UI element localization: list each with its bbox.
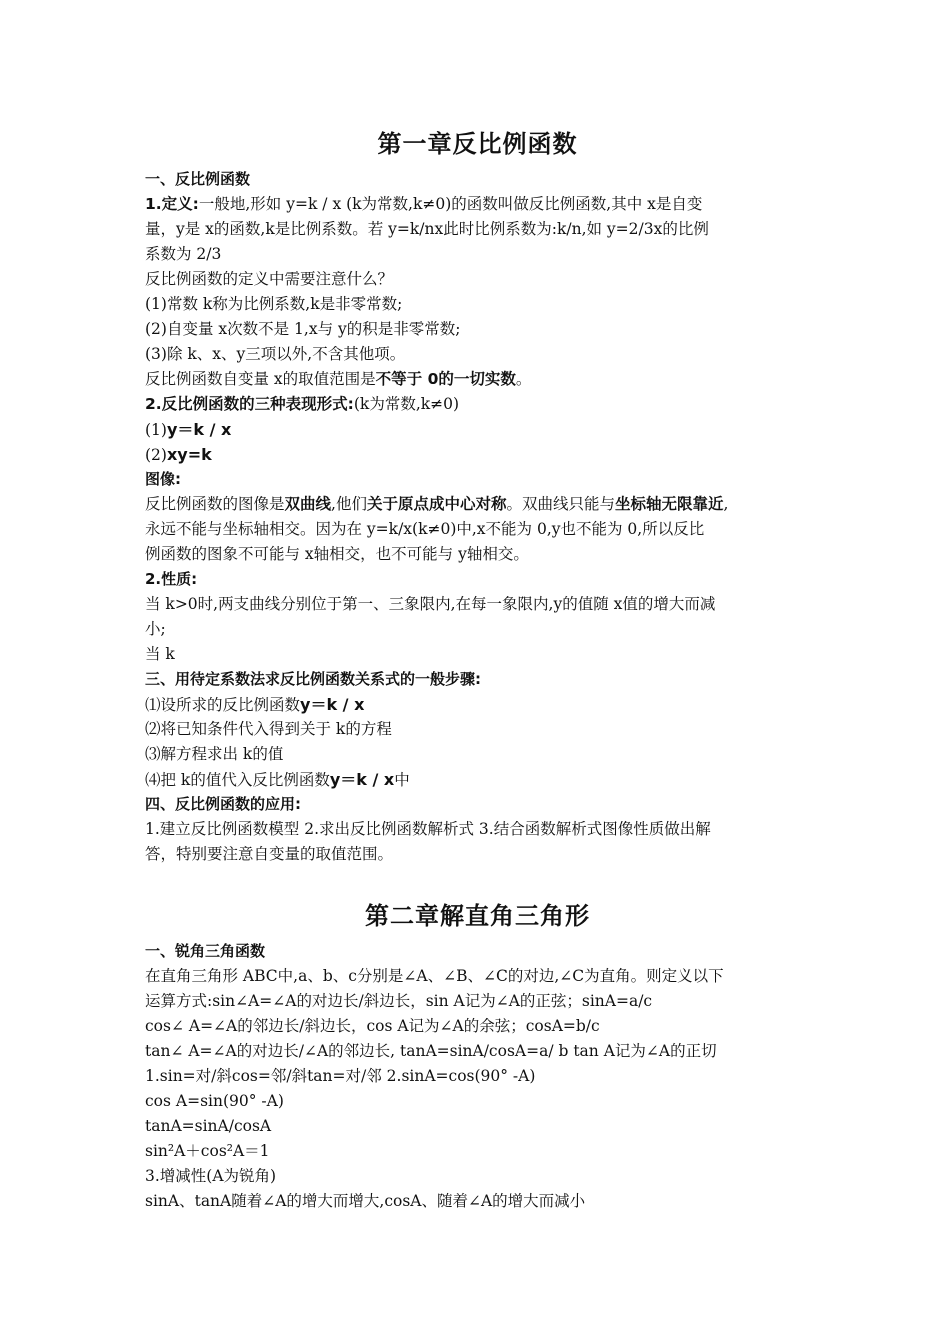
applications-line-2: 答，特别要注意自变量的取值范围。	[145, 845, 394, 863]
trig-line-2: 运算方式:sin∠A=∠A的对边长/斜边长，sin A记为∠A的正弦；sinA=a/c	[145, 992, 653, 1010]
graph-text-a: 反比例函数的图像是	[145, 495, 285, 513]
graph-line-3: 例函数的图象不可能与 x轴相交，也不可能与 y轴相交。	[145, 545, 529, 563]
trig-line-7: tanA=sinA/cosA	[145, 1117, 272, 1135]
step-4-suffix: 中	[394, 771, 410, 789]
graph-label: 图像:	[145, 470, 181, 488]
domain-bold: 不等于 0的一切实数	[375, 370, 516, 388]
definition-label: 1.定义:	[145, 195, 199, 213]
form-1-formula: y＝k / x	[166, 420, 232, 439]
form-2-number: (2)	[145, 446, 167, 464]
step-2: ⑵将已知条件代入得到关于 k的方程	[145, 720, 392, 738]
forms-note: (k为常数,k≠0)	[353, 395, 460, 413]
step-4-formula: y＝k / x	[329, 770, 395, 789]
properties-line-3: 当 k	[145, 645, 175, 663]
chapter2-title: 第二章解直角三角形	[365, 902, 590, 930]
trig-line-1: 在直角三角形 ABC中,a、b、c分别是∠A、∠B、∠C的对边,∠C为直角。则定义以下	[145, 967, 724, 985]
graph-text-c: ,他们	[331, 495, 367, 513]
domain-line	[145, 367, 810, 392]
form-2	[145, 442, 810, 468]
graph-bold-symmetry: 关于原点成中心对称	[366, 495, 507, 513]
trig-line-6: cos A=sin(90° -A)	[145, 1092, 284, 1110]
section-heading-inverse-function: 一、反比例函数	[145, 170, 251, 188]
note-item-1: (1)常数 k称为比例系数,k是非零常数;	[145, 295, 403, 313]
section-heading-trig-functions: 一、锐角三角函数	[145, 942, 266, 960]
trig-line-9: 3.增减性(A为锐角)	[145, 1167, 277, 1185]
section-heading-applications: 四、反比例函数的应用:	[145, 795, 301, 813]
graph-line-1	[145, 492, 810, 517]
definition-line-3: 系数为 2/3	[145, 245, 222, 263]
trig-line-5: 1.sin=对/斜cos=邻/斜tan=对/邻 2.sinA=cos(90° -A)	[145, 1067, 536, 1085]
graph-text-e: 。双曲线只能与	[506, 495, 615, 513]
step-4	[145, 767, 810, 793]
definition-line-2: 量，y是 x的函数,k是比例系数。若 y=k/nx此时比例系数为:k/n,如 y=2/3x的比例	[145, 220, 709, 238]
domain-pre: 反比例函数自变量 x的取值范围是	[145, 370, 376, 388]
properties-line-1: 当 k>0时,两支曲线分别位于第一、三象限内,在每一象限内,y的值随 x值的增大而减	[145, 595, 716, 613]
note-item-2: (2)自变量 x次数不是 1,x与 y的积是非零常数;	[145, 320, 461, 338]
properties-label: 2.性质:	[145, 570, 198, 588]
section-heading-undetermined-coefficients: 三、用待定系数法求反比例函数关系式的一般步骤:	[145, 670, 482, 688]
graph-bold-asymptote: 坐标轴无限靠近	[615, 495, 724, 513]
applications-line-1: 1.建立反比例函数模型 2.求出反比例函数解析式 3.结合函数解析式图像性质做出解	[145, 820, 711, 838]
step-1-formula: y＝k / x	[300, 695, 365, 714]
note-item-3: (3)除 k、x、y三项以外,不含其他项。	[145, 345, 406, 363]
domain-post: 。	[515, 370, 532, 388]
properties-line-2: 小;	[145, 620, 166, 638]
note-question: 反比例函数的定义中需要注意什么？	[145, 270, 394, 288]
definition-text-1: 一般地,形如 y=k / x (k为常数,k≠0)的函数叫做反比例函数,其中 x是自变	[198, 195, 703, 213]
trig-line-4: tan∠ A=∠A的对边长/∠A的邻边长, tanA=sinA/cosA=a/ b tan A记为∠A的正切	[145, 1042, 717, 1060]
step-3: ⑶解方程求出 k的值	[145, 745, 284, 763]
trig-line-3: cos∠ A=∠A的邻边长/斜边长，cos A记为∠A的余弦；cosA=b/c	[145, 1017, 600, 1035]
forms-heading	[145, 392, 810, 417]
trig-line-8: sin²A＋cos²A＝1	[145, 1142, 270, 1160]
graph-line-2: 永远不能与坐标轴相交。因为在 y=k/x(k≠0)中,x不能为 0,y也不能为 0,所以反比	[145, 520, 705, 538]
graph-bold-hyperbola: 双曲线	[284, 495, 332, 513]
chapter1-title: 第一章反比例函数	[377, 130, 578, 158]
forms-label: 2.反比例函数的三种表现形式:	[145, 395, 354, 413]
form-2-formula: xy=k	[166, 445, 212, 464]
step-1-text: ⑴设所求的反比例函数	[145, 696, 301, 714]
step-1	[145, 692, 810, 718]
definition-line-1	[145, 192, 810, 217]
trig-line-10: sinA、tanA随着∠A的增大而增大,cosA、随着∠A的增大而减小	[145, 1192, 586, 1210]
form-1	[145, 417, 810, 443]
graph-text-g: ,	[723, 495, 729, 513]
step-4-text: ⑷把 k的值代入反比例函数	[145, 771, 330, 789]
form-1-number: (1)	[145, 421, 167, 439]
